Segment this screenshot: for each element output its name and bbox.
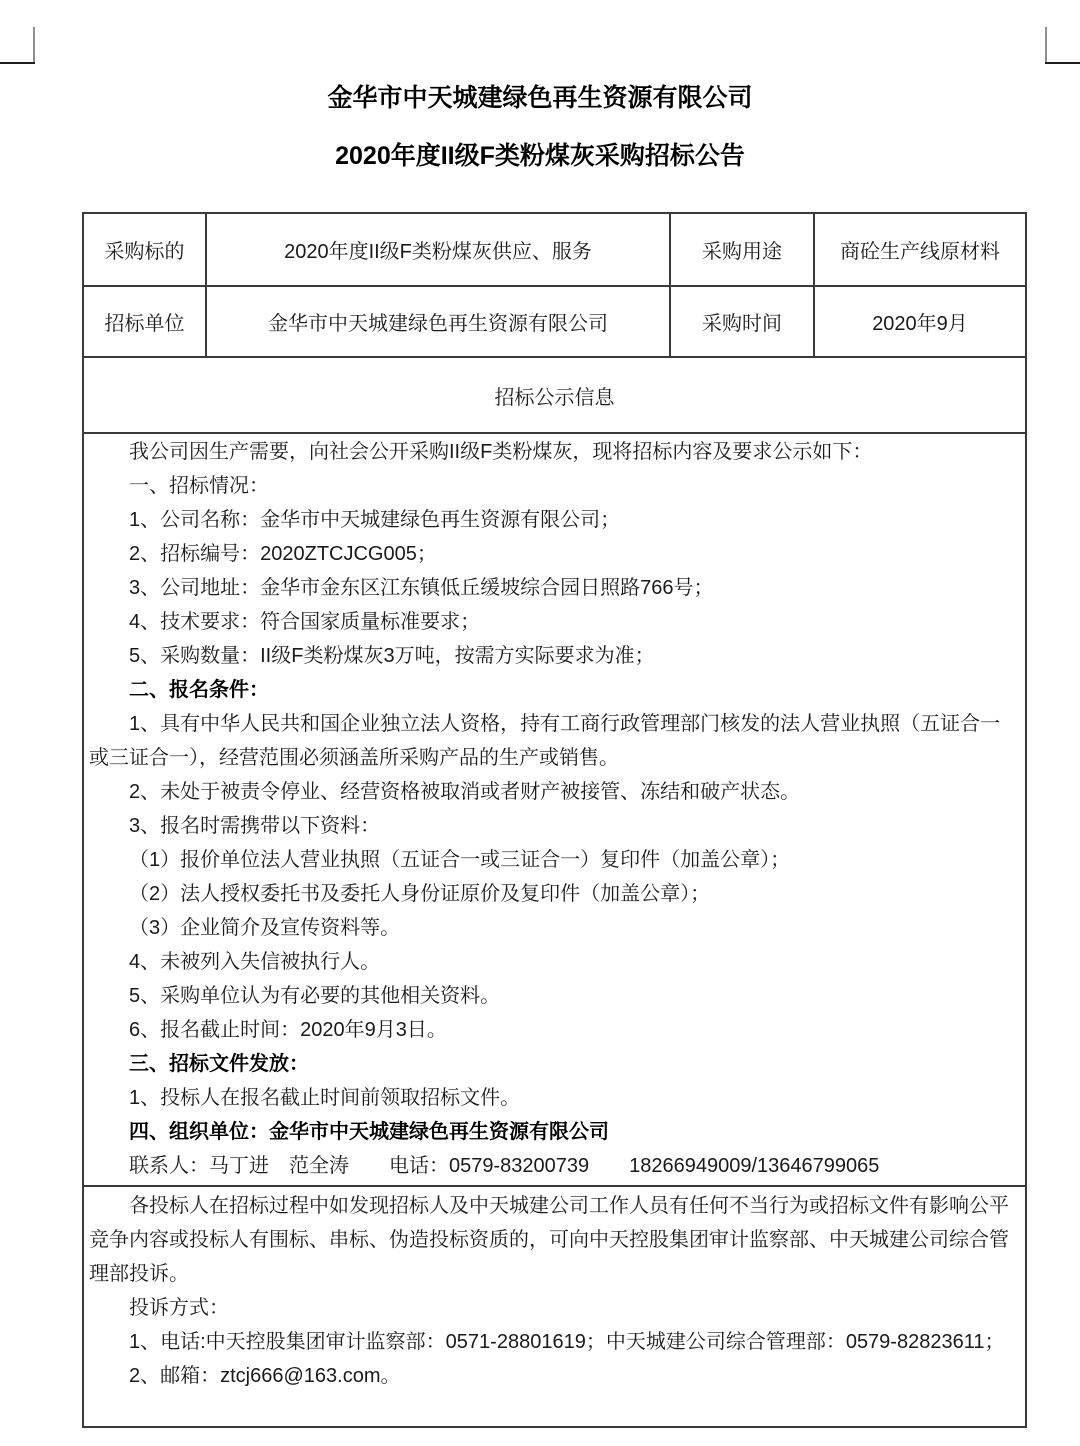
- table-row: [83, 213, 1026, 286]
- crop-mark-top-right-vertical: [1045, 27, 1047, 63]
- crop-mark-top-left-horizontal: [0, 62, 35, 64]
- body-paragraph: 1、公司名称：金华市中天城建绿色再生资源有限公司；: [129, 509, 621, 531]
- body-paragraph: 4、技术要求：符合国家质量标准要求；: [129, 611, 481, 633]
- table-row: [83, 1186, 1026, 1427]
- body-paragraph: （3）企业简介及宣传资料等。: [129, 917, 401, 939]
- body-paragraph: 4、未被列入失信被执行人。: [129, 951, 381, 973]
- cell-tender-unit-value: 金华市中天城建绿色再生资源有限公司: [206, 286, 670, 357]
- body-paragraph: 3、报名时需携带以下资料：: [129, 815, 381, 837]
- body-paragraph: （1）报价单位法人营业执照（五证合一或三证合一）复印件（加盖公章）；: [129, 849, 791, 871]
- body-paragraph: 投诉方式：: [129, 1297, 229, 1319]
- body-paragraph: 各投标人在招标过程中如发现招标人及中天城建公司工作人员有任何不当行为或招标文件有影响公平竞争内容或投标人有围标、串标、伪造投标资质的，可向中天控股集团审计监察部、中天城建公司综合管理部投诉。: [89, 1195, 1009, 1285]
- body-paragraph: 1、具有中华人民共和国企业独立法人资格，持有工商行政管理部门核发的法人营业执照（五证合一或三证合一），经营范围必须涵盖所采购产品的生产或销售。: [89, 713, 1001, 769]
- section-heading-paragraph: 四、组织单位：金华市中天城建绿色再生资源有限公司: [129, 1121, 609, 1143]
- body-paragraph: 2、未处于被责令停业、经营资格被取消或者财产被接管、冻结和破产状态。: [129, 781, 801, 803]
- section-heading-paragraph: 二、报名条件：: [129, 679, 269, 701]
- cell-procurement-subject-label: 采购标的: [83, 213, 206, 286]
- section-heading-paragraph: 三、招标文件发放：: [129, 1053, 309, 1075]
- announcement-body-cell: [83, 433, 1026, 1186]
- body-paragraph: 5、采购数量：II级F类粉煤灰3万吨，按需方实际要求为准；: [129, 645, 655, 667]
- body-paragraph: 6、报名截止时间：2020年9月3日。: [129, 1019, 447, 1041]
- crop-mark-top-right-horizontal: [1045, 62, 1080, 64]
- body-paragraph: 2、招标编号：2020ZTCJCG005；: [129, 543, 437, 565]
- body-paragraph: 1、投标人在报名截止时间前领取招标文件。: [129, 1087, 521, 1109]
- body-paragraph: 一、招标情况：: [129, 475, 269, 497]
- body-paragraph: 5、采购单位认为有必要的其他相关资料。: [129, 985, 501, 1007]
- cell-procurement-time-label: 采购时间: [670, 286, 814, 357]
- document-title: 金华市中天城建绿色再生资源有限公司: [327, 84, 753, 112]
- body-paragraph: 联系人：马丁进 范全涛 电话：0579-83200739 18266949009/13646799065: [129, 1155, 880, 1177]
- cell-procurement-subject-value: 2020年度II级F类粉煤灰供应、服务: [206, 213, 670, 286]
- crop-mark-top-left-vertical: [33, 27, 35, 63]
- table-row: [83, 357, 1026, 433]
- complaint-info-cell: [83, 1186, 1026, 1427]
- body-paragraph: 我公司因生产需要，向社会公开采购II级F类粉煤灰，现将招标内容及要求公示如下：: [129, 441, 873, 463]
- cell-procurement-purpose-label: 采购用途: [670, 213, 814, 286]
- body-paragraph: 1、电话:中天控股集团审计监察部：0571-28801619；中天城建公司综合管理部：0579-82823611；: [129, 1331, 1005, 1353]
- section-header-tender-publicity: 招标公示信息: [83, 357, 1026, 433]
- tender-info-table: [82, 212, 1027, 1428]
- body-paragraph: 3、公司地址：金华市金东区江东镇低丘缓坡综合园日照路766号；: [129, 577, 714, 599]
- table-row: [83, 433, 1026, 1186]
- document-subtitle: 2020年度II级F类粉煤灰采购招标公告: [335, 142, 745, 170]
- cell-procurement-purpose-value: 商砼生产线原材料: [814, 213, 1026, 286]
- cell-procurement-time-value: 2020年9月: [814, 286, 1026, 357]
- body-paragraph: （2）法人授权委托书及委托人身份证原价及复印件（加盖公章）；: [129, 883, 711, 905]
- cell-tender-unit-label: 招标单位: [83, 286, 206, 357]
- table-row: [83, 286, 1026, 357]
- body-paragraph: 2、邮箱：ztcj666@163.com。: [129, 1365, 401, 1387]
